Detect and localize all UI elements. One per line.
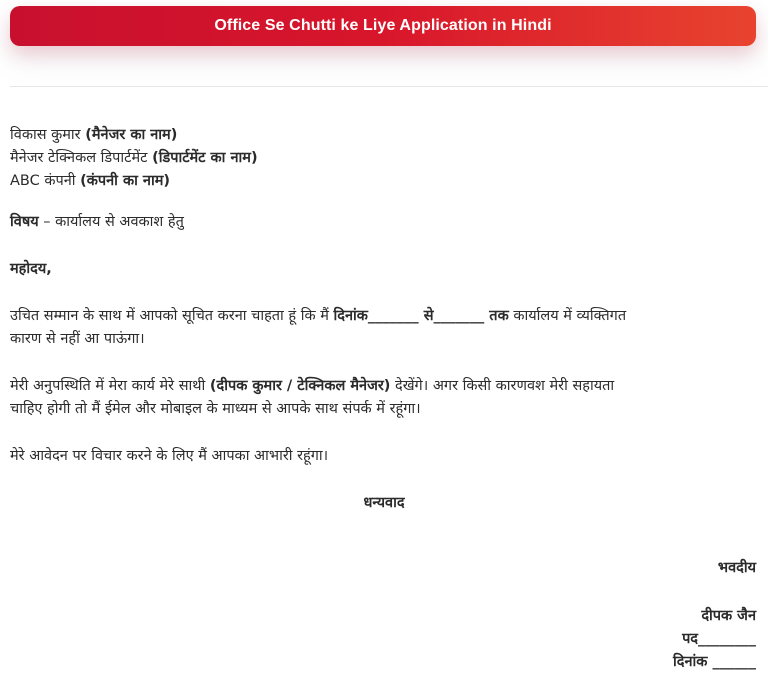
paragraph-1 — [10, 305, 758, 351]
para2-text-c: देखेंगे। अगर किसी कारणवश मेरी सहायता — [390, 378, 615, 394]
closing-text: भवदीय — [717, 560, 756, 576]
addressee-line-1 — [10, 124, 758, 147]
addressee-name-hint: (मैनेजर का नाम) — [85, 127, 178, 143]
salutation — [10, 258, 758, 281]
letter-body — [10, 124, 758, 515]
para1-text-d: कारण से नहीं आ पाऊंगा। — [10, 331, 145, 347]
addressee-line-3 — [10, 170, 758, 193]
para2-colleague: (दीपक कुमार / टेक्निकल मैनेजर) — [209, 378, 391, 394]
designation: पद________ — [682, 631, 756, 647]
addressee-department-hint: (डिपार्टमेंट का नाम) — [152, 150, 258, 166]
paragraph-3 — [10, 445, 758, 468]
addressee-company: ABC कंपनी — [10, 173, 81, 189]
sender-name: दीपक जैन — [701, 608, 756, 624]
para1-date-range: दिनांक_______ से_______ तक — [333, 308, 509, 324]
salutation-text: महोदय, — [10, 261, 52, 277]
title-banner — [10, 6, 756, 46]
divider — [10, 86, 768, 87]
para1-text-c: कार्यालय में व्यक्तिगत — [508, 308, 627, 324]
addressee-line-2 — [10, 147, 758, 170]
signature-block — [556, 605, 756, 674]
para2-text-a: मेरी अनुपस्थिति में मेरा कार्य मेरे साथी — [10, 378, 210, 394]
addressee-department: मैनेजर टेक्निकल डिपार्टमेंट — [10, 150, 153, 166]
para3-text: मेरे आवेदन पर विचार करने के लिए मैं आपका आभारी रहूंगा। — [10, 448, 329, 464]
addressee-company-hint: (कंपनी का नाम) — [80, 173, 171, 189]
thanks-line — [10, 492, 758, 515]
subject-text: – कार्यालय से अवकाश हेतु — [38, 214, 184, 230]
addressee-block — [10, 124, 758, 193]
subject-line — [10, 211, 758, 234]
title-banner-wrap — [10, 6, 756, 46]
thanks-text: धन्यवाद — [363, 495, 405, 511]
closing-block — [556, 557, 756, 580]
designation-line — [556, 628, 756, 651]
sender-name-line — [556, 605, 756, 628]
sign-date: दिनांक ______ — [673, 654, 756, 670]
para2-text-d: चाहिए होगी तो मैं ईमेल और मोबाइल के माध्यम से आपके साथ संपर्क में रहूंगा। — [10, 401, 421, 417]
para1-text-a: उचित सम्मान के साथ में आपको सूचित करना चाहता हूं कि मैं — [10, 308, 334, 324]
paragraph-2 — [10, 375, 758, 421]
date-line — [556, 651, 756, 674]
addressee-name: विकास कुमार — [10, 127, 86, 143]
banner-title: Office Se Chutti ke Liye Application in Hindi — [214, 17, 552, 34]
subject-label: विषय — [10, 214, 39, 230]
